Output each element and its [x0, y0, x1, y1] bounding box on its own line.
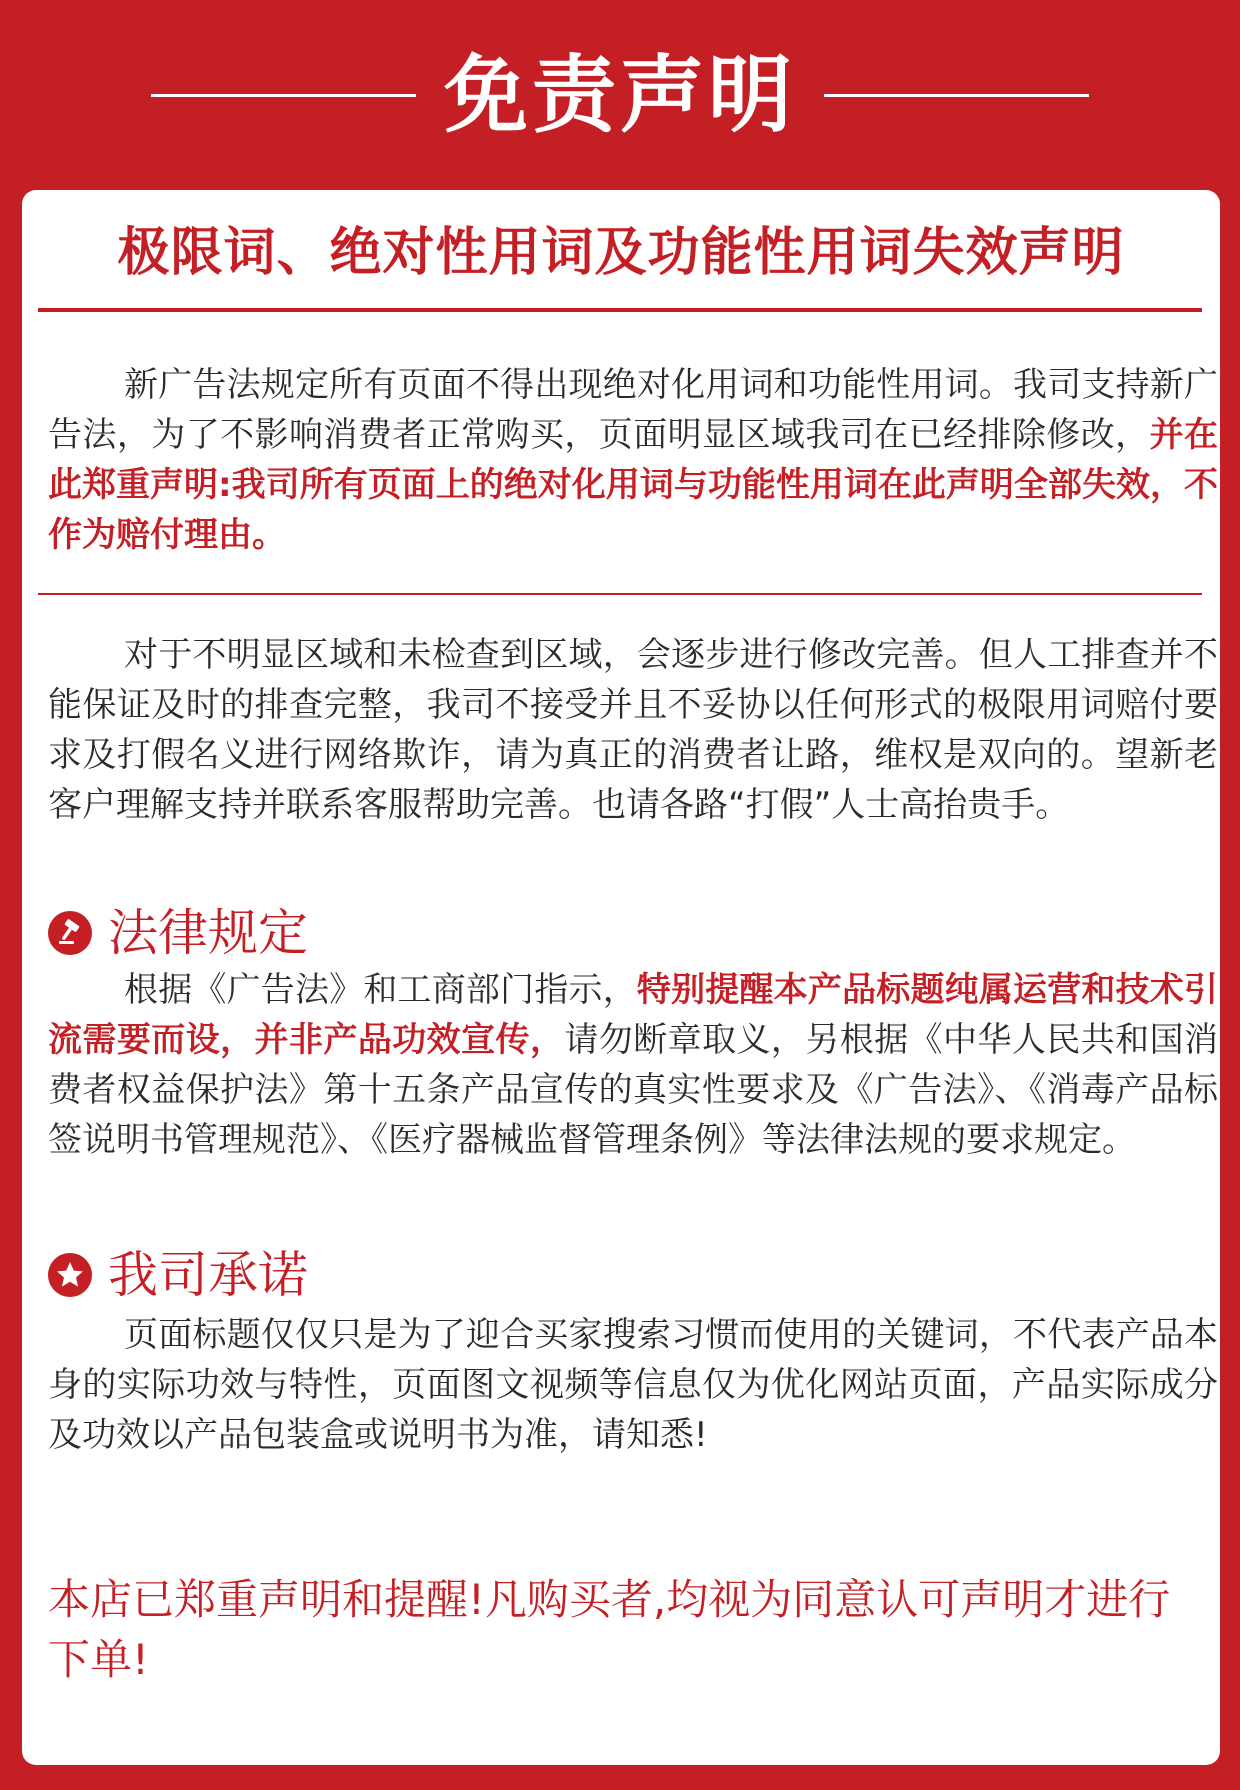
section-divider: [38, 593, 1202, 595]
page-title: 免责声明: [443, 46, 796, 144]
paragraph-ad-law: [48, 360, 1218, 560]
paragraph-ad-law-text: 新广告法规定所有页面不得出现绝对化用词和功能性用词。我司支持新广告法，为了不影响消费者正常购买，页面明显区域我司在已经排除修改，: [48, 365, 1218, 455]
disclaimer-card: [22, 190, 1220, 1765]
paragraph-law: [48, 965, 1218, 1165]
section-heading-law: [48, 904, 308, 962]
paragraph-unchecked-areas: 对于不明显区域和未检查到区域，会逐步进行修改完善。但人工排查并不能保证及时的排查完整，我司不接受并且不妥协以任何形式的极限用词赔付要求及打假名义进行网络欺诈，请为真正的消费者让路，维权是双向的。望新老客户理解支持并联系客服帮助完善。也请各路“打假”人士高抬贵手。: [48, 635, 1218, 825]
paragraph-law-emphasis: 特别提醒本产品标题纯属运营和技术引流需要而设，并非产品功效宣传，: [48, 970, 1219, 1060]
paragraph-promise: 页面标题仅仅只是为了迎合买家搜索习惯而使用的关键词，不代表产品本身的实际功效与特性，页面图文视频等信息仅为优化网站页面，产品实际成分及功效以产品包装盒或说明书为准，请知悉!: [48, 1315, 1218, 1455]
gavel-icon: [48, 911, 92, 955]
header: [0, 0, 1240, 190]
star-icon: [48, 1253, 92, 1297]
section-title-promise: 我司承诺: [108, 1246, 308, 1304]
header-left-divider: [151, 94, 416, 97]
section-title-law: 法律规定: [108, 904, 308, 962]
paragraph-ad-law-emphasis: 并在此郑重声明:我司所有页面上的绝对化用词与功能性用词在此声明全部失效，不作为赔付理由。: [48, 415, 1219, 555]
card-subtitle: 极限词、绝对性用词及功能性用词失效声明: [117, 223, 1125, 283]
final-notice: 本店已郑重声明和提醒!凡购买者,均视为同意认可声明才进行下单!: [48, 1575, 1171, 1684]
paragraph-law-text-before: 根据《广告法》和工商部门指示，: [124, 970, 637, 1010]
header-right-divider: [824, 94, 1089, 97]
section-heading-promise: [48, 1246, 308, 1304]
subtitle-divider: [38, 308, 1202, 312]
paragraph-law-text-after: 请勿断章取义，另根据《中华人民共和国消费者权益保护法》第十五条产品宣传的真实性要求及《广告法》、《消毒产品标签说明书管理规范》、《医疗器械监督管理条例》等法律法规的要求规定。: [48, 1020, 1219, 1160]
